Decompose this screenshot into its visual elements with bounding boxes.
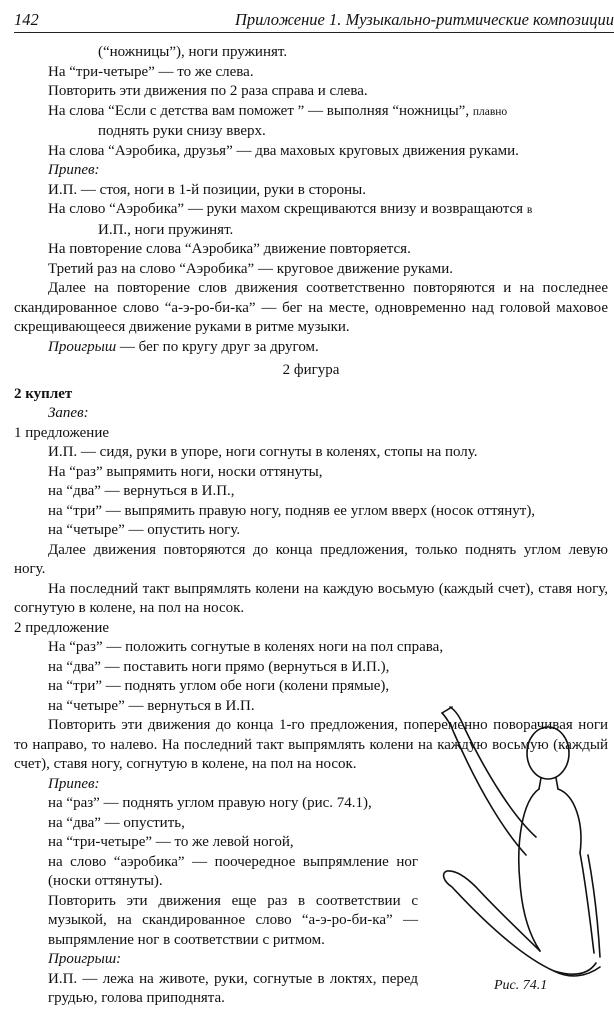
text-line: на “четыре” — опустить ногу. [48, 522, 241, 538]
text-line: Повторить эти движения по 2 раза справа и слева. [48, 83, 368, 99]
paragraph: Далее на повторение слов движения соответственно повторяются и на последнее скандированное слово “а-э-ро-би-ка” — бег на месте, одновременно над головой маховое скрещивающееся движение руками в ритме музыки. [14, 280, 608, 335]
text-line: На “три-четыре” — то же слева. [48, 63, 254, 80]
page-number: 142 [14, 10, 39, 29]
text-line: на “три-четыре” — то же левой ногой, [48, 834, 294, 850]
text-line: На слова “Аэробика, друзья” — два маховых круговых движения руками. [48, 142, 519, 159]
paragraph: Далее движения повторяются до конца предложения, только поднять углом левую ногу. [14, 541, 608, 577]
running-header [14, 10, 614, 33]
figure-back [558, 789, 581, 853]
text-line [14, 102, 608, 123]
text-line: на “два” — вернуться в И.П., [48, 483, 235, 499]
seated-figure-drawing [430, 705, 605, 995]
text-line: На повторение слова “Аэробика” движение повторяется. [48, 241, 411, 257]
figure-heading: 2 фигура [282, 362, 340, 378]
text-span: На слова “Если с детства вам поможет ” — выполняя “ножницы”, [48, 102, 470, 119]
figure-torso [519, 789, 540, 951]
figure-arm [580, 853, 600, 957]
subheading-pripev: Припев: [48, 775, 100, 792]
text-span: в [526, 204, 533, 216]
text-line: на “четыре” — вернуться в И.П. [48, 697, 255, 714]
text-span: плавно [472, 105, 508, 118]
text-line: (“ножницы”), ноги пружинят. [98, 44, 288, 60]
subheading-proigrysh: Проигрыш [48, 338, 117, 355]
text-line: на “три” — поднять углом обе ноги (колени прямые), [48, 678, 390, 694]
text-line: на “раз” — поднять углом правую ногу (рис. 74.1), [48, 795, 372, 811]
text-line [14, 200, 608, 221]
subheading-proigrysh: Проигрыш: [48, 951, 122, 967]
text-line: Третий раз на слово “Аэробика” — круговое движение руками. [48, 260, 453, 277]
running-title: Приложение 1. Музыкально-ритмические композиции [234, 10, 614, 29]
paragraph: на слово “аэробика” — поочередное выпрямление ног (носки оттянуты). [48, 853, 418, 889]
text-line: на “два” — поставить ноги прямо (вернуться в И.П.), [48, 658, 390, 675]
paragraph: На последний такт выпрямлять колени на каждую восьмую (каждый счет), ставя ногу, согнутую в колене, на пол на носок. [14, 580, 608, 616]
text-line: И.П., ноги пружинят. [98, 221, 234, 238]
text-line: на “три” — выпрямить правую ногу, подняв ее углом вверх (носок оттянут), [48, 502, 536, 519]
text-line [14, 338, 608, 358]
text-line: На “раз” — положить согнутые в коленях ноги на пол справа, [48, 639, 444, 655]
figure-illustration [430, 705, 605, 995]
figure-raised-leg-bottom [442, 713, 526, 855]
paragraph: И.П. — лежа на животе, руки, согнутые в локтях, перед грудью, голова приподнята. [48, 970, 418, 1006]
subheading-pripev: Припев: [48, 162, 100, 178]
subheading-zapev: Запев: [48, 405, 89, 421]
paragraph: Повторить эти движения еще раз в соответствии с музыкой, на скандированное слово “а-э-ро-би-ка” — выпрямление ног в соответствии с ритмом. [48, 892, 418, 948]
text-line: На “раз” выпрямить ноги, носки оттянуты, [48, 463, 323, 480]
sentence-heading: 1 предложение [14, 424, 110, 441]
verse-heading: 2 куплет [14, 385, 73, 402]
text-line: поднять руки снизу вверх. [98, 123, 266, 139]
text-span: — бег по кругу друг за другом. [116, 338, 319, 355]
text-line: И.П. — стоя, ноги в 1-й позиции, руки в стороны. [48, 181, 366, 198]
text-line: на “два” — опустить, [48, 814, 185, 831]
text-span: На слово “Аэробика” — руки махом скрещиваются внизу и возвращаются [48, 201, 524, 217]
paragraph: Повторить эти движения до конца 1-го предложения, попеременно поворачивая ноги то направо, то налево. На последний такт выпрямлять колени на каждую восьмую (каждый счет), ставя ногу, согнутую в колене, на пол на носок. [14, 717, 608, 772]
figure-raised-foot [442, 707, 452, 713]
figure-head [527, 727, 569, 779]
figure-caption: Рис. 74.1 [494, 978, 548, 993]
text-line: И.П. — сидя, руки в упоре, ноги согнуты в коленях, стопы на полу. [48, 444, 478, 460]
sentence-heading: 2 предложение [14, 619, 110, 636]
